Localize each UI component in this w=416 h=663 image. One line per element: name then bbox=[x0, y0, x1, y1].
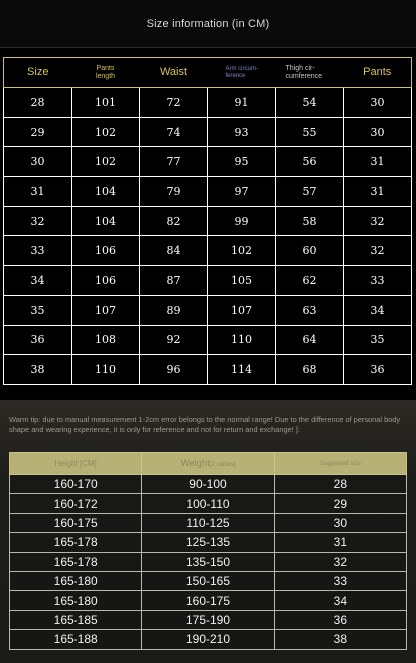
table-cell: 165-180 bbox=[10, 591, 142, 610]
weight-table-body bbox=[10, 475, 407, 650]
table-cell: 30 bbox=[4, 147, 72, 177]
table-cell: 82 bbox=[140, 206, 208, 236]
table-cell: 100-110 bbox=[142, 494, 274, 513]
table-cell: 165-185 bbox=[10, 610, 142, 629]
table-cell: 77 bbox=[140, 147, 208, 177]
table-cell: 114 bbox=[208, 355, 276, 385]
table-row bbox=[4, 88, 412, 118]
table-cell: 110-125 bbox=[142, 513, 274, 532]
table-cell: 28 bbox=[4, 88, 72, 118]
table-row bbox=[4, 206, 412, 236]
header-arm-circumference: Arm circum- ference bbox=[208, 58, 276, 88]
title-bar bbox=[0, 0, 416, 48]
table-cell: 32 bbox=[344, 206, 412, 236]
table-cell: 190-210 bbox=[142, 630, 274, 649]
table-cell: 74 bbox=[140, 117, 208, 147]
table-cell: 31 bbox=[344, 177, 412, 207]
table-cell: 104 bbox=[72, 206, 140, 236]
table-cell: 106 bbox=[72, 266, 140, 296]
table-cell: 95 bbox=[208, 147, 276, 177]
table-cell: 28 bbox=[274, 475, 406, 494]
table-row bbox=[4, 147, 412, 177]
header-pants: Pants bbox=[344, 58, 412, 88]
table-row bbox=[10, 513, 407, 532]
table-cell: 160-175 bbox=[10, 513, 142, 532]
table-row bbox=[10, 533, 407, 552]
table-cell: 36 bbox=[344, 355, 412, 385]
table-cell: 34 bbox=[274, 591, 406, 610]
table-cell: 101 bbox=[72, 88, 140, 118]
table-cell: 32 bbox=[4, 206, 72, 236]
table-cell: 79 bbox=[140, 177, 208, 207]
table-cell: 68 bbox=[276, 355, 344, 385]
table-cell: 87 bbox=[140, 266, 208, 296]
table-cell: 110 bbox=[208, 325, 276, 355]
weight-table-header-row bbox=[10, 453, 407, 475]
size-table-header-row bbox=[4, 58, 412, 88]
warm-tip: Warm tip: due to manual measurement 1-2cm error belongs to the normal range! Due to the difference of personal body shape and wearing experience, it is only for reference and not for return and exchange! ]: bbox=[9, 415, 401, 434]
header-suggested-size: Suggested size bbox=[274, 453, 406, 475]
table-row bbox=[10, 610, 407, 629]
table-cell: 93 bbox=[208, 117, 276, 147]
table-cell: 135-150 bbox=[142, 552, 274, 571]
table-cell: 165-178 bbox=[10, 552, 142, 571]
table-row bbox=[4, 355, 412, 385]
table-cell: 30 bbox=[344, 117, 412, 147]
table-cell: 38 bbox=[4, 355, 72, 385]
table-cell: 165-178 bbox=[10, 533, 142, 552]
table-row bbox=[10, 475, 407, 494]
header-height: Height [CM] bbox=[10, 453, 142, 475]
table-cell: 34 bbox=[4, 266, 72, 296]
table-cell: 38 bbox=[274, 630, 406, 649]
table-row bbox=[4, 325, 412, 355]
table-cell: 56 bbox=[276, 147, 344, 177]
table-cell: 97 bbox=[208, 177, 276, 207]
table-cell: 150-165 bbox=[142, 571, 274, 590]
table-row bbox=[4, 295, 412, 325]
size-table bbox=[3, 57, 412, 385]
table-cell: 32 bbox=[274, 552, 406, 571]
table-cell: 108 bbox=[72, 325, 140, 355]
table-cell: 31 bbox=[344, 147, 412, 177]
table-cell: 33 bbox=[4, 236, 72, 266]
header-size: Size bbox=[4, 58, 72, 88]
table-row bbox=[10, 552, 407, 571]
table-cell: 102 bbox=[208, 236, 276, 266]
table-cell: 35 bbox=[4, 295, 72, 325]
table-cell: 99 bbox=[208, 206, 276, 236]
table-cell: 55 bbox=[276, 117, 344, 147]
table-cell: 29 bbox=[4, 117, 72, 147]
table-cell: 54 bbox=[276, 88, 344, 118]
header-waist: Waist bbox=[140, 58, 208, 88]
table-cell: 92 bbox=[140, 325, 208, 355]
table-cell: 35 bbox=[344, 325, 412, 355]
header-pants-length: Pants length bbox=[72, 58, 140, 88]
table-cell: 160-170 bbox=[10, 475, 142, 494]
table-cell: 84 bbox=[140, 236, 208, 266]
header-thigh-circumference: Thigh cir- cumference bbox=[276, 58, 344, 88]
weight-table bbox=[9, 452, 407, 650]
table-cell: 36 bbox=[4, 325, 72, 355]
table-cell: 30 bbox=[274, 513, 406, 532]
table-cell: 102 bbox=[72, 147, 140, 177]
header-weight: Weight[2 catties] bbox=[142, 453, 274, 475]
size-table-body bbox=[4, 88, 412, 385]
page-title: Size information (in CM) bbox=[146, 17, 270, 30]
table-cell: 175-190 bbox=[142, 610, 274, 629]
table-cell: 90-100 bbox=[142, 475, 274, 494]
table-cell: 91 bbox=[208, 88, 276, 118]
table-row bbox=[10, 571, 407, 590]
table-cell: 160-175 bbox=[142, 591, 274, 610]
table-cell: 57 bbox=[276, 177, 344, 207]
table-cell: 160-172 bbox=[10, 494, 142, 513]
table-row bbox=[10, 630, 407, 649]
table-cell: 30 bbox=[344, 88, 412, 118]
table-cell: 29 bbox=[274, 494, 406, 513]
table-cell: 106 bbox=[72, 236, 140, 266]
table-cell: 107 bbox=[72, 295, 140, 325]
table-cell: 31 bbox=[274, 533, 406, 552]
table-cell: 58 bbox=[276, 206, 344, 236]
table-cell: 32 bbox=[344, 236, 412, 266]
table-cell: 63 bbox=[276, 295, 344, 325]
table-row bbox=[10, 591, 407, 610]
table-cell: 110 bbox=[72, 355, 140, 385]
weight-section bbox=[0, 400, 416, 663]
table-cell: 107 bbox=[208, 295, 276, 325]
table-cell: 64 bbox=[276, 325, 344, 355]
table-cell: 165-188 bbox=[10, 630, 142, 649]
table-cell: 165-180 bbox=[10, 571, 142, 590]
table-cell: 72 bbox=[140, 88, 208, 118]
table-cell: 102 bbox=[72, 117, 140, 147]
table-cell: 60 bbox=[276, 236, 344, 266]
table-cell: 62 bbox=[276, 266, 344, 296]
table-row bbox=[4, 236, 412, 266]
table-cell: 105 bbox=[208, 266, 276, 296]
table-cell: 36 bbox=[274, 610, 406, 629]
table-cell: 104 bbox=[72, 177, 140, 207]
table-row bbox=[10, 494, 407, 513]
table-row bbox=[4, 266, 412, 296]
table-cell: 125-135 bbox=[142, 533, 274, 552]
table-cell: 96 bbox=[140, 355, 208, 385]
table-cell: 89 bbox=[140, 295, 208, 325]
table-cell: 33 bbox=[344, 266, 412, 296]
table-row bbox=[4, 117, 412, 147]
table-cell: 34 bbox=[344, 295, 412, 325]
table-cell: 31 bbox=[4, 177, 72, 207]
table-cell: 33 bbox=[274, 571, 406, 590]
table-row bbox=[4, 177, 412, 207]
